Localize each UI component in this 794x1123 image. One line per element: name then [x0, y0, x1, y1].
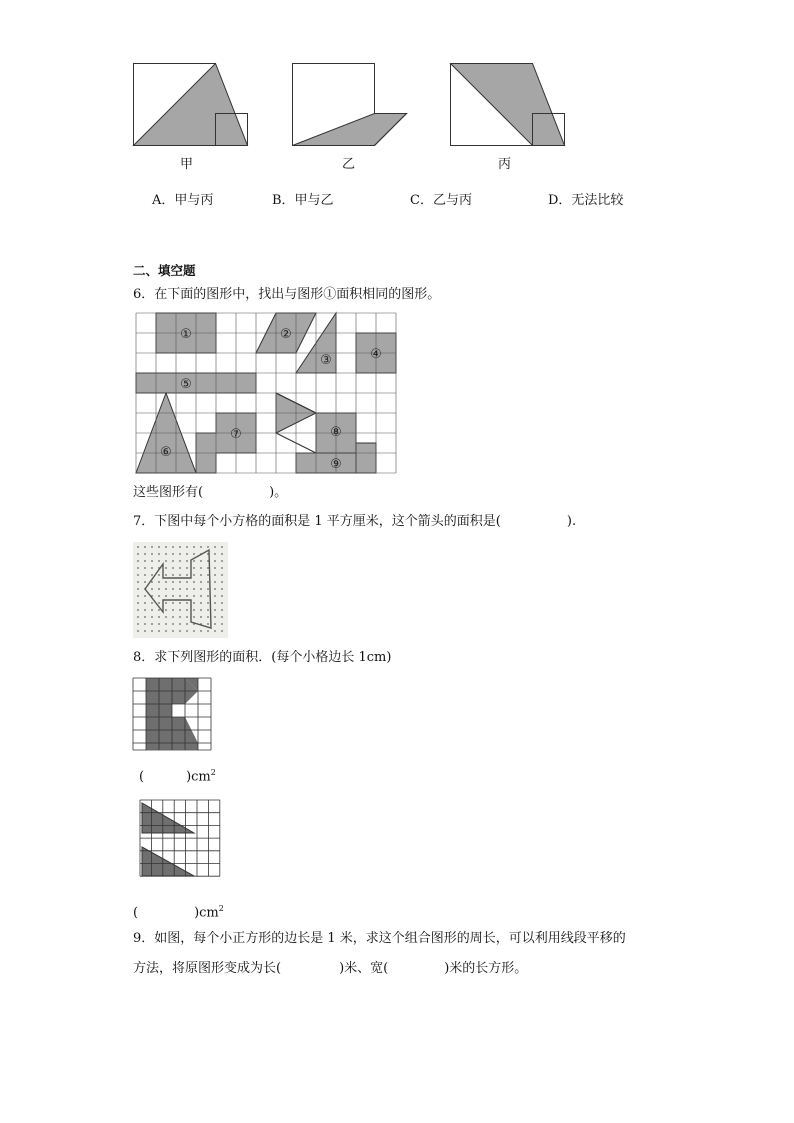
q8-answer-2	[133, 901, 224, 921]
grid-dot	[186, 588, 188, 590]
grid-dot	[165, 623, 167, 625]
shape-label: ②	[280, 327, 292, 342]
grid-dot	[151, 623, 153, 625]
grid-dot	[158, 623, 160, 625]
grid-dot	[214, 588, 216, 590]
grid-dot	[193, 567, 195, 569]
grid-dot	[179, 560, 181, 562]
grid-dot	[200, 560, 202, 562]
grid-dot	[165, 609, 167, 611]
q9-line-2-a: 方法，将原图形变成为长(	[133, 961, 282, 976]
grid-dot	[144, 560, 146, 562]
grid-dot	[172, 630, 174, 632]
grid-dot	[193, 574, 195, 576]
grid-dot	[179, 623, 181, 625]
grid-dot	[179, 616, 181, 618]
q8-answer-2-exponent: 2	[218, 904, 224, 913]
q8-figure-1	[133, 678, 213, 751]
option-c[interactable]: C．乙与丙	[410, 193, 472, 208]
grid-dot	[151, 588, 153, 590]
grid-dot	[221, 609, 223, 611]
grid-dot	[137, 602, 139, 604]
grid-dot	[207, 616, 209, 618]
grid-dot	[137, 595, 139, 597]
q8-figure-2	[138, 798, 222, 878]
grid-dot	[221, 546, 223, 548]
grid-dot	[193, 602, 195, 604]
q6-stem: 6．在下面的图形中，找出与图形①面积相同的图形。	[133, 287, 441, 302]
grid-dot	[151, 630, 153, 632]
q8-answer-1	[139, 765, 216, 785]
shape-label: ①	[180, 327, 192, 342]
option-a[interactable]: A．甲与丙	[152, 193, 214, 208]
grid-dot	[151, 616, 153, 618]
q7-stem	[133, 514, 576, 530]
grid-dot	[165, 616, 167, 618]
grid-dot	[144, 581, 146, 583]
grid-dot	[200, 630, 202, 632]
grid-dot	[165, 567, 167, 569]
grid-dot	[165, 553, 167, 555]
grid-dot	[144, 623, 146, 625]
grid-dot	[158, 546, 160, 548]
grid-dot	[172, 560, 174, 562]
grid-dot	[214, 560, 216, 562]
grid-dot	[207, 588, 209, 590]
grid-dot	[221, 595, 223, 597]
grid-dot	[172, 567, 174, 569]
grid-dot	[158, 609, 160, 611]
q8-answer-1-exponent: 2	[210, 768, 216, 777]
figure-jia-label: 甲	[180, 157, 194, 172]
grid-dot	[214, 553, 216, 555]
figure-bing	[450, 63, 566, 147]
grid-dot	[186, 553, 188, 555]
figure-yi-label: 乙	[342, 157, 356, 172]
grid-dot	[207, 602, 209, 604]
grid-dot	[165, 574, 167, 576]
grid-dot	[214, 623, 216, 625]
grid-dot	[186, 609, 188, 611]
grid-dot	[165, 588, 167, 590]
grid-dot	[186, 602, 188, 604]
grid-dot	[144, 574, 146, 576]
grid-dot	[200, 595, 202, 597]
grid-dot	[137, 574, 139, 576]
grid-dot	[172, 623, 174, 625]
grid-dot	[137, 588, 139, 590]
q9-line-2	[133, 961, 527, 977]
grid-dot	[158, 574, 160, 576]
q9-line-2-b: )米、宽(	[339, 961, 389, 976]
grid-dot	[200, 567, 202, 569]
grid-dot	[151, 567, 153, 569]
grid-dot	[172, 581, 174, 583]
q7-arrow-figure	[133, 542, 228, 638]
grid-dot	[221, 581, 223, 583]
grid-dot	[179, 609, 181, 611]
grid-dot	[221, 602, 223, 604]
grid-dot	[193, 630, 195, 632]
grid-dot	[137, 623, 139, 625]
grid-dot	[151, 574, 153, 576]
grid-dot	[158, 630, 160, 632]
shape-label: ⑥	[160, 445, 172, 460]
grid-dot	[137, 616, 139, 618]
grid-dot	[207, 574, 209, 576]
section-title: 二、填空题	[133, 263, 196, 278]
grid-dot	[221, 553, 223, 555]
grid-dot	[200, 546, 202, 548]
q9-line-2-c: )米的长方形。	[444, 961, 528, 976]
grid-dot	[165, 560, 167, 562]
grid-dot	[179, 546, 181, 548]
grid-dot	[221, 588, 223, 590]
grid-dot	[214, 574, 216, 576]
grid-dot	[172, 602, 174, 604]
grid-dot	[193, 588, 195, 590]
grid-dot	[179, 553, 181, 555]
grid-dot	[144, 595, 146, 597]
grid-dot	[193, 553, 195, 555]
grid-dot	[214, 602, 216, 604]
grid-dot	[144, 616, 146, 618]
grid-dot	[158, 553, 160, 555]
grid-dot	[144, 609, 146, 611]
grid-dot	[137, 560, 139, 562]
grid-dot	[165, 546, 167, 548]
grid-dot	[186, 623, 188, 625]
grid-dot	[221, 623, 223, 625]
grid-dot	[144, 553, 146, 555]
grid-dot	[214, 581, 216, 583]
grid-dot	[193, 581, 195, 583]
grid-dot	[144, 602, 146, 604]
grid-dot	[193, 546, 195, 548]
grid-dot	[172, 609, 174, 611]
grid-dot	[165, 602, 167, 604]
grid-dot	[158, 616, 160, 618]
grid-dot	[221, 630, 223, 632]
grid-dot	[200, 609, 202, 611]
grid-dot	[179, 630, 181, 632]
grid-dot	[207, 546, 209, 548]
grid-dot	[200, 574, 202, 576]
q6-answer-suffix: )。	[269, 485, 288, 500]
grid-dot	[172, 574, 174, 576]
grid-dot	[193, 616, 195, 618]
grid-dot	[151, 581, 153, 583]
shape-7	[196, 413, 256, 473]
grid-dot	[151, 560, 153, 562]
grid-dot	[137, 546, 139, 548]
grid-dot	[207, 567, 209, 569]
grid-dot	[165, 630, 167, 632]
grid-dot	[158, 581, 160, 583]
grid-dot	[186, 581, 188, 583]
grid-dot	[186, 595, 188, 597]
q6-answer	[133, 485, 287, 501]
grid-dot	[179, 574, 181, 576]
grid-dot	[137, 567, 139, 569]
grid-dot	[151, 602, 153, 604]
grid-dot	[193, 560, 195, 562]
grid-dot	[200, 581, 202, 583]
grid-dot	[207, 623, 209, 625]
shape-label: ③	[320, 353, 332, 368]
grid-dot	[172, 595, 174, 597]
grid-dot	[186, 560, 188, 562]
grid-dot	[151, 609, 153, 611]
grid-dot	[172, 616, 174, 618]
grid-dot	[137, 630, 139, 632]
q7-stem-prefix: 7．下图中每个小方格的面积是 1 平方厘米，这个箭头的面积是(	[133, 514, 501, 529]
grid-dot	[172, 588, 174, 590]
grid-dot	[200, 588, 202, 590]
grid-dot	[158, 595, 160, 597]
option-b[interactable]: B．甲与乙	[272, 193, 334, 208]
grid-dot	[151, 546, 153, 548]
grid-dot	[137, 553, 139, 555]
shape-label: ⑧	[330, 425, 342, 440]
grid-dot	[221, 574, 223, 576]
grid-dot	[214, 609, 216, 611]
grid-dot	[193, 609, 195, 611]
grid-dot	[172, 553, 174, 555]
grid-dot	[144, 546, 146, 548]
grid-dot	[214, 616, 216, 618]
grid-dot	[221, 567, 223, 569]
shape-label: ⑦	[230, 427, 242, 442]
grid-dot	[144, 630, 146, 632]
grid-dot	[179, 567, 181, 569]
grid-dot	[214, 595, 216, 597]
grid-dot	[207, 595, 209, 597]
grid-dot	[179, 588, 181, 590]
q9-line-1: 9．如图，每个小正方形的边长是 1 米，求这个组合图形的周长，可以利用线段平移的	[133, 931, 626, 946]
q8-stem: 8．求下列图形的面积．(每个小格边长 1cm)	[133, 650, 392, 665]
q8-answer-2-close: )cm	[194, 905, 219, 921]
grid-dot	[186, 567, 188, 569]
grid-dot	[144, 567, 146, 569]
q7-stem-suffix: ).	[566, 514, 577, 529]
shape-label: ⑤	[180, 377, 192, 392]
q6-grid-figure	[136, 313, 400, 473]
q8-answer-1-open: (	[139, 769, 145, 785]
grid-dot	[158, 602, 160, 604]
grid-dot	[214, 567, 216, 569]
shape-label: ④	[370, 347, 382, 362]
grid-dot	[151, 553, 153, 555]
grid-dot	[193, 595, 195, 597]
grid-dot	[214, 630, 216, 632]
grid-dot	[186, 574, 188, 576]
grid-dot	[221, 616, 223, 618]
grid-dot	[158, 560, 160, 562]
grid-dot	[137, 609, 139, 611]
option-d[interactable]: D．无法比较	[548, 193, 624, 208]
grid-dot	[221, 560, 223, 562]
grid-dot	[186, 630, 188, 632]
grid-dot	[179, 595, 181, 597]
grid-dot	[207, 630, 209, 632]
figure-jia	[133, 63, 249, 147]
grid-dot	[200, 616, 202, 618]
grid-dot	[137, 581, 139, 583]
grid-dot	[207, 609, 209, 611]
grid-dot	[158, 588, 160, 590]
grid-dot	[179, 602, 181, 604]
grid-dot	[214, 546, 216, 548]
shape-label: ⑨	[330, 457, 342, 472]
grid-dot	[207, 581, 209, 583]
q8-answer-2-open: (	[133, 905, 139, 921]
figure-bing-label: 丙	[498, 157, 512, 172]
grid-dot	[186, 546, 188, 548]
grid-dot	[172, 546, 174, 548]
shape-9-step	[356, 443, 376, 473]
grid-dot	[179, 581, 181, 583]
grid-dot	[186, 616, 188, 618]
q6-answer-prefix: 这些图形有(	[133, 485, 204, 500]
q8-answer-1-close: )cm	[186, 769, 211, 785]
grid-dot	[165, 595, 167, 597]
grid-dot	[165, 581, 167, 583]
grid-dot	[200, 602, 202, 604]
figure-yi	[292, 63, 408, 147]
